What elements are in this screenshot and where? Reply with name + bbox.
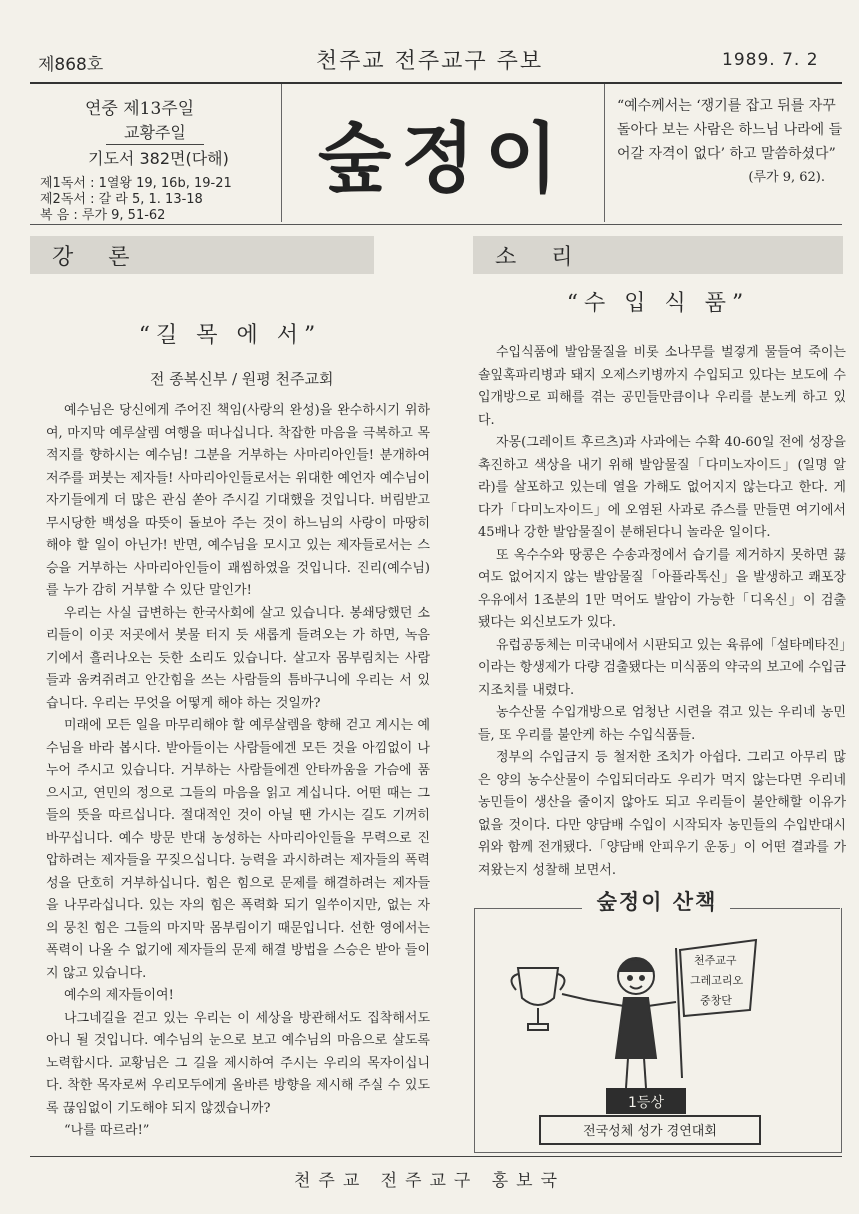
walk-title: 숲정이 산책 [596,890,718,914]
voice-paragraph: 자몽(그레이트 후르츠)과 사과에는 수확 40-60일 전에 성장을 촉진하고 색상을 내기 위해 발암물질「다미노자이드」(일명 알라)를 살포하고 있는데 열을 가해도 없어지지 않는다고 한다. 게다가「다미노자이드」에 오염된 사과로 쥬스를 만들면 여기에서 45배나 강한 발암물질이 분해된다니 놀라운 일이다. [478,435,846,540]
homily-body [46,400,430,1143]
liturgy-box [30,88,280,223]
homily-paragraph: 나그네길을 걷고 있는 우리는 이 세상을 방관해서도 집착해서도 아니 될 것입니다. 예수님의 눈으로 보고 예수님의 마음으로 살도록 노력합시다. 교황님은 그 길을 제시하여 주시는 우리의 목자이십니다. 착한 목자로써 우리모두에게 올바른 방향을 제시해 주실 수 있도록 끊임없이 기도해야 되지 않겠습니까? [46,1010,430,1116]
cartoon-svg [476,928,838,1150]
cartoon-illustration [476,928,838,1150]
footer-publisher: 천주교 전주교구 홍보국 [293,1171,566,1191]
voice-paragraph: 정부의 수입금지 등 철저한 조치가 아쉽다. 그리고 아무리 많은 양의 농수산물이 수입되더라도 우리가 먹지 않는다면 우리네 농민들이 생산을 줄이지 않아도 되고 우리들이 불안해할 이유가 없을 것이다. 다만 양담배 수입이 시작되자 농민들의 수입반대시위와 함께 전개됐다.「양담배 안피우기 운동」이 어떤 결과를 가져왔는지 성찰해 보면서. [478,750,846,878]
liturgy-feast: 교황주일 [106,120,204,145]
homily-paragraph: 우리는 사실 급변하는 한국사회에 살고 있습니다. 봉쇄당했던 소리들이 이곳 저곳에서 봇물 터지 듯 새롭게 들려오는 가 하면, 녹음기에서 흘러나오는 듯한 소리도 있습니다. 살고자 몸부림치는 사람들과 움켜쥐려고 안간힘을 쓰는 사람들의 틈바구니에 우리는 서 있습니다. 우리는 무엇을 어떻게 해야 하는 것일까? [46,605,430,711]
homily-paragraph: 미래에 모든 일을 마무리해야 할 예루살렘을 향해 걷고 계시는 예수님을 바라 봅시다. 받아들이는 사람들에겐 모든 것을 아낌없이 나누어 주시고 있습니다. 거부하는 사람들에겐 안타까움을 가슴에 품으시고, 연민의 정으로 그들의 마음을 읽고 계십니다. 어떤 때는 그들의 뜻을 따르십니다. 절대적인 것이 아닐 땐 가시는 길도 기꺼히 바꾸십니다. 예수 방문 반대 농성하는 사마리아인들을 무력으로 진압하려는 제자들을 꾸짖으십니다. 능력을 과시하려는 제자들의 폭력성을 단호히 거부하십니다. 힘은 힘으로 문제를 해결하려는 제자들을 나무라십니다. 있는 자의 힘은 폭력화 되기 일쑤이지만, 없는 자의 뭉친 힘은 그들의 마지막 몸부림이기 때문입니다. 선한 영에서는 폭력이 나올 수 없기에 제자들의 문제 해결 방법을 스승은 받아 들이지 않고 있습니다. [46,718,430,981]
reading-2: 제2독서 : 갈 라 5, 1. 13-18 [40,192,203,207]
homily-byline: 전 종복신부 / 원평 천주교회 [150,370,334,388]
masthead-bottom-rule [30,224,842,225]
voice-paragraph: 또 옥수수와 땅콩은 수송과정에서 습기를 제거하지 못하면 끓여도 없어지지 않는 발암물질「아플라톡신」을 발생하고 쾌포장 우유에서 1조분의 1만 먹어도 발암이 가능한「디옥신」이 검출됐다는 외신보도가 있다. [478,547,846,630]
scripture-quote [617,94,849,190]
voice-paragraph: 수입식품에 발암물질을 비롯 소나무를 벌겋게 물들여 죽이는 솔잎혹파리병과 돼지 오제스키병까지 수입되고 있다는 보도에 수입개방으로 피해를 겪는 공민들만큼이나 우리를 분노케 하고 있다. [478,345,846,428]
voice-paragraph: 유럽공동체는 미국내에서 시판되고 있는 육류에「설타메타진」이라는 항생제가 다량 검출됐다는 미식품의 약국의 보고에 수입금지조치를 내렸다. [478,637,846,698]
section-homily-bar [30,236,374,274]
section-voice-label: 소 리 [495,245,587,270]
voice-paragraph: 농수산물 수입개방으로 엄청난 시련을 겪고 있는 우리네 농민들, 또 우리를 불안케 하는 수입식품들. [478,705,846,743]
reading-gospel: 복 음 : 루가 9, 51-62 [40,208,166,223]
header-rule [30,82,842,84]
homily-paragraph: “나를 따르라!” [64,1123,150,1138]
flag-line-1: 천주교구 [694,954,737,967]
contest-banner: 전국성체 성가 경연대회 [583,1124,717,1139]
section-homily-label: 강 론 [52,245,144,270]
trophy-icon [511,968,564,1030]
header-divider-right [604,84,605,222]
flag-line-2: 그레고리오 [690,974,744,987]
reading-1: 제1독서 : 1열왕 19, 16b, 19-21 [40,176,232,191]
section-voice-bar [473,236,843,274]
masthead-logo: 숲정이 [317,114,569,203]
quote-reference: (루가 9, 62). [748,170,825,185]
flag-line-3: 중창단 [700,994,732,1007]
issue-date: 1989. 7. 2 [722,50,819,70]
homily-title: “길 목 에 서” [138,323,322,348]
homily-paragraph: 예수님은 당신에게 주어진 책임(사랑의 완성)을 완수하시기 위하여, 마지막 예루살렘 여행을 떠나십니다. 착잡한 마음을 극복하고 목적지를 향하시는 예수님! 그분을 거부하는 사마리아인들! 분개하여 저주를 퍼붓는 제자들! 사마리아인들로서는 위대한 예언자 예수님이 자기들에게 더 많은 관심 쏟아 주시길 기대했을 것입니다. 버림받고 무시당한 백성을 따뜻이 돌보아 주는 것이 하느님의 사랑이 마땅히 해야 할 일이 아닌가! 반면, 예수님을 모시고 있는 제자들로서는 스승을 거부하는 사마리아인들이 괘씸하였을 것입니다. 진리(예수님)를 누가 감히 거부할 수 있단 말인가! [46,403,430,598]
header-divider-left [281,84,282,222]
voice-body [478,342,846,882]
voice-title: “수 입 식 품” [566,291,750,316]
liturgy-week: 연중 제13주일 [85,99,195,119]
flag-icon [676,940,756,1078]
footer-rule [30,1156,842,1157]
prayer-book: 기도서 382면(다해) [88,149,229,168]
paper-title: 천주교 전주교구 주보 [315,49,544,74]
quote-text: “예수께서는 ‘쟁기를 잡고 뒤를 자꾸 돌아다 보는 사람은 하느님 나라에 들어갈 자격이 없다’ 하고 말씀하셨다” [617,98,843,162]
girl-figure [562,958,676,1088]
issue-number: 제868호 [38,55,104,75]
homily-paragraph: 예수의 제자들이여! [64,988,174,1003]
award-label: 1등상 [628,1095,664,1111]
award-podium [540,1088,760,1144]
